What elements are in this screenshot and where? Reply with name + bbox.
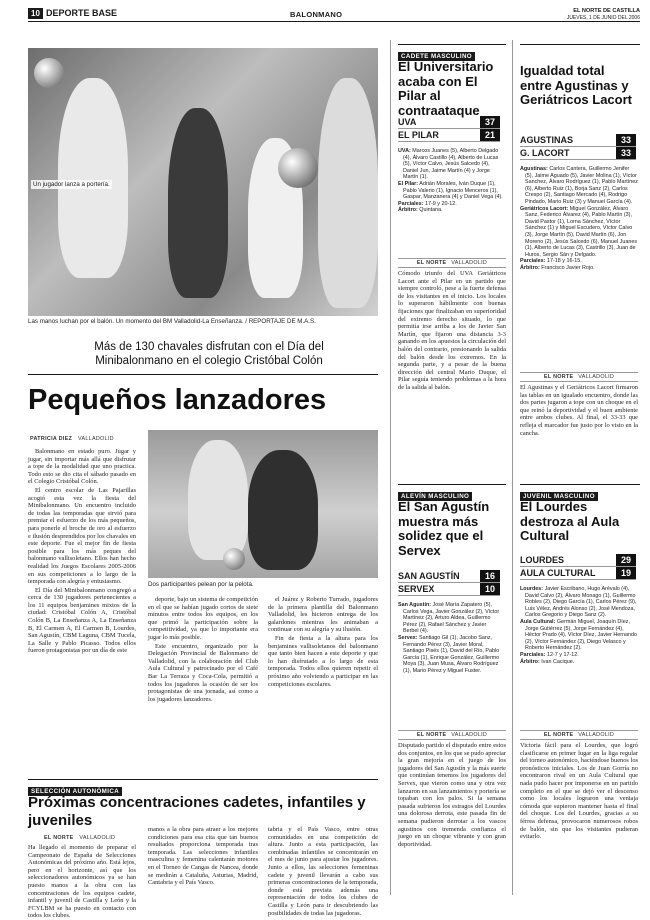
top-photo: [28, 48, 378, 316]
section-name: DEPORTE BASE: [46, 8, 118, 18]
team-name: UVA: [398, 117, 417, 127]
byline-city: VALLADOLID: [79, 835, 116, 841]
player-figure: [248, 450, 318, 570]
score-row: [520, 567, 636, 580]
roster-text: 12-7 y 17-12.: [546, 651, 579, 658]
team-name: AGUSTINAS: [520, 135, 574, 145]
team-score: 29: [616, 554, 636, 566]
roster-line: [520, 258, 638, 265]
m3-roster: [398, 602, 503, 722]
seleccion-col2: manos a la obra para atraer a los mejores condiciones para esa cita que tan buenos resultados proporciona temporada tras temporada. Las selecciones infantiles masculina y femenina calentarán motores en el Torneo de Cangas de Nancea, donde se medirán a Cataluña, Asturias, Madrid, Cantabria y el País Vasco.: [148, 826, 258, 887]
byline-city: VALLADOLID: [77, 436, 114, 442]
page-number: 10: [28, 8, 43, 19]
m2-body: El Agustinas y el Geriátricos Lacort firmaron las tablas en un igualado encuentro, donde las dos partes jugaron a tope con un choque en el que reinó la deportividad y el buen ambiente entre ambos clubes. Al final, el 33-33 que refleja el marcador fue justo por lo visto en la cancha.: [520, 384, 638, 437]
score-row: [520, 554, 636, 567]
m1-body: Cómodo triunfo del UVA Geriátricos Lacort ante el Pilar en un partido que siempre controló, pese a la fuerte defensa de los visitantes en el inicio. Los locales lo superaron hábilmente con buenas fijaciones que finalizaban en superioridad del extremo derecho situado, lo que permitía irse arriba a los de Javier San Martín, que fijaron una distancia 3-3 ganando en los apuestos la circulación del balón del contrario, presionando la salida del balón desde los extremos. En la segunda parte, y a pesar de la buena dirección del central Mario Duque, el Pilar seguía teniendo problemas a la hora de la salida al balón.: [398, 270, 506, 391]
section-tag: SELECCIÓN AUTONÓMICA: [28, 787, 122, 796]
roster-line: [398, 602, 503, 635]
byline-author: EL NORTE: [416, 260, 447, 266]
lead-body-col2: [148, 596, 258, 776]
roster-label: Parciales:: [520, 258, 546, 265]
roster-text: 17-18 y 16-15.: [546, 258, 582, 265]
roster-text: Quintana.: [419, 207, 443, 214]
roster-label: Aula Cultural:: [520, 618, 556, 625]
m1-title: El Universitario acaba con El Pilar al contraataque: [398, 59, 494, 118]
player-figure: [58, 78, 128, 278]
paragraph: El centro escolar de Las Pajarillas acogió esta vez la fiesta del Minibalonmano. Un encuentro incluido de todas las temporadas que sirvió para premiar el esfuerzo de los más pequeños, para ponerle el broche de oro al esfuerzo e ilusión desprendidos por los chavales en este deporte. Fue el mejor fin de fiesta posible para los más peques del balonmano vallisoletano. Ellos han hecho realidad los Juegos Escolares 2005-2006 en sus competiciones a lo largo de la temporada con alegría y entusiasmo.: [28, 486, 136, 586]
roster-text: 17-9 y 20-12.: [424, 200, 457, 207]
byline-city: VALLADOLID: [578, 374, 615, 380]
score-row: [398, 583, 500, 596]
roster-text: Francisco Javier Rojo.: [541, 264, 595, 271]
lead-body-col3: [268, 596, 378, 776]
roster-text: Carlos Cantera, Guillermo Jenifer (5), Jaime Aguado (5), Javier Molina (1), Víctor Sanchez, Álvaro Rodríguez (1), Pablo Martínez (6), Alberto Ruiz (1), Borja Sanz (2), Carlos Crespo (2), Santiago Mercado (4), Rodrigo Pindado, Mario Ruiz (3) y Manuel García (4).: [525, 166, 638, 205]
m4-roster: [520, 586, 638, 722]
roster-line: [398, 148, 503, 181]
byline-author: PATRICIA DIEZ: [30, 436, 73, 442]
roster-label: Árbitro:: [520, 658, 540, 665]
score-row: [398, 570, 500, 583]
seleccion-title: Próximas concentraciones cadetes, infantiles y juveniles: [28, 794, 366, 829]
team-name: G. LACORT: [520, 148, 570, 158]
roster-line: [520, 652, 638, 659]
player-figure: [168, 108, 228, 298]
second-photo-caption: Dos participantes pelean por la pelota.: [148, 581, 254, 588]
team-score: 16: [480, 570, 500, 582]
roster-label: UVA:: [398, 148, 411, 154]
team-name: EL PILAR: [398, 130, 439, 140]
byline-author: EL NORTE: [44, 835, 74, 841]
m1-byline: [398, 258, 506, 268]
roster-text: Germán Miguel, Joaquín Díez, Jorge Gutiérrez (5), Jorge Fernández (4), Héctor Prado (4), Víctor Díez, Javier Hernando (2), Víctor Fernández (2), Diego Velasco y Roberto Hernández (2).: [525, 618, 638, 652]
roster-text: Marcos Juanes (5), Alberto Delgado (4), Álvaro Castillo (4), Alberto de Lucas (5), Víctor Calvo, Jesús Salcedo (4), Daniel Jun, Jaime Martín (4) y Jorge Martín (1).: [403, 148, 499, 181]
lead-title: Pequeños lanzadores: [28, 384, 327, 416]
team-score: 33: [616, 147, 636, 159]
m3-body: Disputado partido el disputado entre estos dos conjuntos, en los que se pudo apreciar la gran mejoría en el juego de los jugadores del San Agustín y la más suerte que continúan tenemos los jugadores del Servex, que vieron como una y otra vez lanzaron en sus lanzamientos y portería se topaban con los palos. Si la semana pasada sufrieron los estragos del Lourdes una dolorosa derrota, este pasada fin de semana pudieron derrotar a los vascos agustinos con tremenda confianza el juego en un choque vibrante y con gran deportividad.: [398, 742, 506, 848]
m1-roster: [398, 148, 503, 248]
roster-label: El Pilar:: [398, 180, 419, 187]
score-row: [520, 147, 636, 160]
seleccion-byline: [44, 835, 115, 841]
team-score: 37: [480, 116, 500, 128]
m3-byline: [398, 730, 506, 740]
roster-label: Agustinas:: [520, 166, 548, 172]
m4-title: El Lourdes destroza al Aula Cultural: [520, 499, 620, 543]
ball: [223, 548, 245, 570]
m2-title: Igualdad total entre Agustinas y Geriátricos Lacort: [520, 63, 632, 107]
paragraph: Balonmano en estado puro. Jugar y jugar, sin importar más allá que disfrutar a tope de la modalidad que uno practica. Todo esto se dio cita el sábado pasado en el Colegio Cristóbal Colón.: [28, 448, 136, 486]
ball: [34, 58, 64, 88]
page-date: JUEVES, 1 DE JUNIO DEL 2006: [566, 15, 640, 21]
roster-label: San Agustín:: [398, 602, 432, 608]
team-score: 33: [616, 134, 636, 146]
paper-name: EL NORTE DE CASTILLA: [573, 8, 640, 14]
second-photo: [148, 430, 378, 578]
score-row: [398, 129, 500, 142]
byline-author: EL NORTE: [543, 374, 574, 380]
team-score: 21: [480, 129, 500, 141]
byline-city: VALLADOLID: [578, 732, 615, 738]
team-name: LOURDES: [520, 555, 565, 565]
roster-label: Geriátricos Lacort:: [520, 205, 569, 212]
roster-line: [398, 207, 503, 214]
divider: [28, 374, 378, 375]
byline-city: VALLADOLID: [451, 260, 488, 266]
score-row: [398, 116, 500, 129]
byline-city: VALLADOLID: [451, 732, 488, 738]
team-name: AULA CULTURAL: [520, 568, 596, 578]
player-figure: [318, 78, 378, 308]
roster-label: Árbitro:: [520, 264, 540, 271]
roster-text: Ivan Cacique.: [541, 658, 575, 665]
lead-byline: [30, 436, 114, 442]
page-header: [28, 8, 640, 22]
paragraph: El Día del Minibalonmano congregó a cerca de 130 jugadores pertenecientes a los 11 equipos benjamines mixtos de la ciudad: Cristóbal Colón A, Cristóbal Colón B, La Enseñanza A, La Enseñanza B, El Carmen A, El Carmen B, Lourdes, San Agustín, CBM Laguna, CBM Tucela, La Salle y Pablo Picasso. Todos ellos fueron protagonistas por un día de este: [28, 586, 136, 655]
roster-text: Adrián Morales, Iván Duque (1), Pablo Valerio (1), Ignacio Menceros (1), Gaspar, Manzanera (4) y Daniel Vega (4).: [403, 180, 503, 201]
m1-scoreboard: [398, 116, 500, 142]
top-photo-caption: Las manos luchan por el balón. Un momento del BM Valladolid-La Enseñanza. / REPORTAJE DE M.A.S.: [28, 318, 316, 325]
paragraph: Este encuentro, organizado por la Delegación Provincial de Balonmano de Valladolid, con la colaboración del Club Aula Cultural y patrocinado por el Café Bar La Terraza y Coca-Cola, permitió a todos los jugadores la ocasión de ser los protagonistas de una jornada, así como a los jugadores lanzadores.: [148, 642, 258, 703]
section-tag: ALEVÍN MASCULINO: [398, 492, 472, 501]
roster-text: José María Zapatero (5), Carlos Vega, Javier González (2), Víctor Martínez (2), Arturo Aldea, Guillermo Pérez (2), Rafael Sánchez y Javier Berbel (4).: [403, 602, 500, 635]
m4-body: Victoria fácil para el Lourdes, que logró clasificarse en primer lugar en la liga regular del torneo autonómico, haciéndose buenos los pronósticos iniciales. Los de Juan Gorría no encontraron rival en un Aula Cultural que nada pudo hacer por imponerse en un partido completo en el que se dejó ver el descenso como los locales lograron una ventaja cómoda que supieron mantener hasta el final del choque. Los del Lourdes, gracias a su férrea defensa, provocaron numerosos robos de balón, sin que los visitantes pudieran evitarlo.: [520, 742, 638, 841]
roster-line: [520, 619, 638, 652]
paragraph: Fin de fiesta a la altura para los benjamines vallisoletanos del balonmano que tanto bien hacen a este deporte y que lo han disfrutado a lo largo de esta temporada. Todos ellos quieren repetir el próximo año volviendo a participar en las competiciones escolares.: [268, 634, 378, 688]
photo-caption: Un jugador lanza a portería.: [33, 181, 110, 188]
team-name: SERVEX: [398, 584, 435, 594]
player-figure: [188, 440, 248, 560]
roster-line: [398, 635, 503, 675]
seleccion-col3: tabria y el País Vasco, entre otras comunidades en una competición de altura. Junto a esta participación, las combinadas infantiles se concentrarán en el mes de junio para ajustar los jugadores. Junto a ellos, las selecciones femeninas cadete y juvenil llevarán a cabo sus primeras concentraciones de la temporada, donde está prevista además una representación de todos los clubes de Castilla y León para ir descubriendo las posibilidades de todas las jugadoras.: [268, 826, 378, 917]
roster-text: Santiago Gil (1), Jacobo Sanz, Fernando Pérez (3), Javier Moral, Santiago Pisés (1), David del Río, Pablo García (1), Enrique González, Guillermo Moya (3), Juan Musa, Álvaro Rodríguez (1), Mario Pérez y Miguel Fuster.: [403, 634, 500, 674]
roster-text: Miguel González, Álvaro Sanz, Federico Álvarez (4), Pablo Martín (3), David Pastor (1), Lorna Sánchez, Víctor Sánchez (1) y Miguel Escudero, Víctor Calvo (3), Jorge Martín (5), David Martín (6), Jon Moreno (2), Jesús Salcedo (6), Manuel Juanes (1), Alberto de Lucas (3), Castrillo (3), Juan de Huros, Sergio Sán y Delgado.: [525, 205, 638, 258]
byline-author: EL NORTE: [416, 732, 447, 738]
roster-line: [520, 659, 638, 666]
section-tag: JUVENIL MASCULINO: [520, 492, 598, 501]
roster-text: Javier Escribano, Hugo Arévalo (4), David Calvo (2), Álvaro Monago (1), Guillermo Robles (2), Diego García (1), Carlos Pérez (9), Luis Vélez, Andrés Alonso (2), José Mendoza, Carlos Gregorio y Diego Sanz (2).: [525, 586, 637, 619]
seleccion-col1: Ha llegado el momento de preparar el Campeonato de España de Selecciones Autonómicas del próximo año. Está lejos, pero en el horizonte, así que los seleccionadores autonómicos ya se han puesto manos a la obra con las concentraciones de los equipos cadete, infantil y juvenil de Castilla y León y la FCYLBM se ha puesto en contacto con todos los clubes.: [28, 844, 136, 920]
roster-label: Árbitro:: [398, 207, 418, 214]
roster-line: [520, 166, 638, 206]
column-separator: [390, 40, 391, 895]
score-row: [520, 134, 636, 147]
m3-title: El San Agustín muestra más solidez que el Servex: [398, 499, 490, 558]
m4-scoreboard: [520, 554, 636, 580]
team-score: 10: [480, 583, 500, 595]
paragraph: deporte, bajo un sistema de competición en el que se habían jugado cortos de siete minutos entre todos los equipos, en los que primó la participación sobre la competitividad, ya que lo importante era jugar lo más posible.: [148, 596, 258, 641]
roster-label: Parciales:: [520, 651, 546, 658]
m2-byline: [520, 372, 638, 382]
lead-subtitle: Más de 130 chavales disfrutan con el Día del Minibalonmano en el colegio Cristóbal Colón: [94, 341, 324, 367]
m2-roster: [520, 166, 638, 362]
team-score: 19: [616, 567, 636, 579]
lead-body-col1: [28, 448, 136, 773]
m2-scoreboard: [520, 134, 636, 160]
roster-label: Lourdes:: [520, 586, 544, 592]
roster-label: Parciales:: [398, 200, 424, 207]
section-tag: CADETE MASCULINO: [398, 52, 475, 61]
column-separator: [512, 40, 513, 895]
team-name: SAN AGUSTÍN: [398, 571, 460, 581]
roster-line: [520, 586, 638, 619]
byline-author: EL NORTE: [543, 732, 574, 738]
m2-tagbar: [520, 44, 640, 45]
m4-byline: [520, 730, 638, 740]
topic-name: BALONMANO: [290, 10, 343, 19]
paragraph: el Juárez y Roberto Turrado, jugadores de la primera plantilla del Balonmano Valladolid, les hicieron entrega de los galardones mientras les animaban a continuar con su alegría y su ilusión.: [268, 596, 378, 634]
roster-label: Servex:: [398, 634, 418, 641]
roster-line: [520, 206, 638, 259]
roster-line: [398, 181, 503, 201]
m3-scoreboard: [398, 570, 500, 596]
ball: [278, 148, 318, 188]
roster-line: [520, 265, 638, 272]
